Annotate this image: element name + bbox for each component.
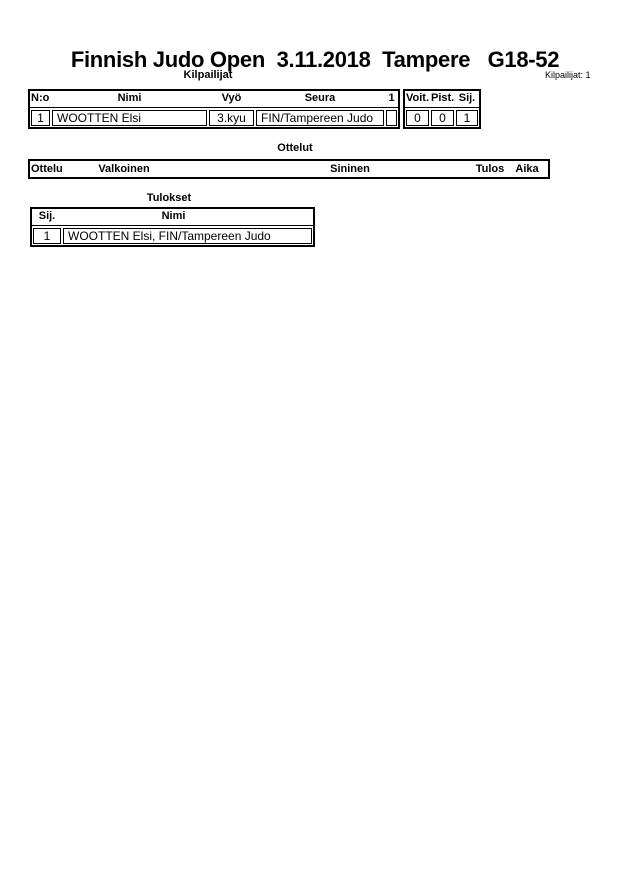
cell-wins: 0 <box>406 110 429 126</box>
header-divider <box>405 107 479 108</box>
col-header-voit: Voit. <box>406 92 429 104</box>
ottelut-table <box>28 159 550 179</box>
col-header-pist: Pist. <box>431 92 454 104</box>
col-header-vyo: Vyö <box>221 92 242 104</box>
page-title: Finnish Judo Open 3.11.2018 Tampere G18-52 <box>70 47 560 72</box>
cell-competitor-name: WOOTTEN Elsi <box>52 110 207 126</box>
header-divider <box>30 107 398 108</box>
cell-points: 0 <box>431 110 454 126</box>
kilpailijat-section-heading: Kilpailijat <box>183 69 233 81</box>
cell-competitor-pool <box>386 110 397 126</box>
tulokset-section-heading: Tulokset <box>146 192 192 204</box>
ottelut-section-heading: Ottelut <box>277 142 313 154</box>
col-header-no: N:o <box>31 92 50 104</box>
cell-result-place: 1 <box>33 228 61 244</box>
col-header-tulos: Tulos <box>475 163 505 175</box>
kilpailijat-tables <box>28 89 481 129</box>
kilpailijat-table <box>28 89 400 129</box>
col-header-result-nimi: Nimi <box>161 210 186 222</box>
cell-placement: 1 <box>456 110 478 126</box>
col-header-ottelu: Ottelu <box>31 163 63 175</box>
col-header-valkoinen: Valkoinen <box>98 163 150 175</box>
col-header-sij: Sij. <box>458 92 476 104</box>
col-header-nimi: Nimi <box>117 92 142 104</box>
cell-competitor-club: FIN/Tampereen Judo <box>256 110 384 126</box>
col-header-1: 1 <box>388 92 395 104</box>
tulokset-table <box>30 207 315 247</box>
score-table <box>403 89 481 129</box>
col-header-seura: Seura <box>304 92 336 104</box>
cell-competitor-belt: 3.kyu <box>209 110 254 126</box>
competitor-count-note: Kilpailijat: 1 <box>545 70 591 80</box>
col-header-aika: Aika <box>515 163 539 175</box>
cell-result-name: WOOTTEN Elsi, FIN/Tampereen Judo <box>63 228 312 244</box>
col-header-result-sij: Sij. <box>38 210 56 222</box>
cell-competitor-no: 1 <box>31 110 50 126</box>
header-divider <box>32 225 313 226</box>
col-header-sininen: Sininen <box>330 163 370 175</box>
